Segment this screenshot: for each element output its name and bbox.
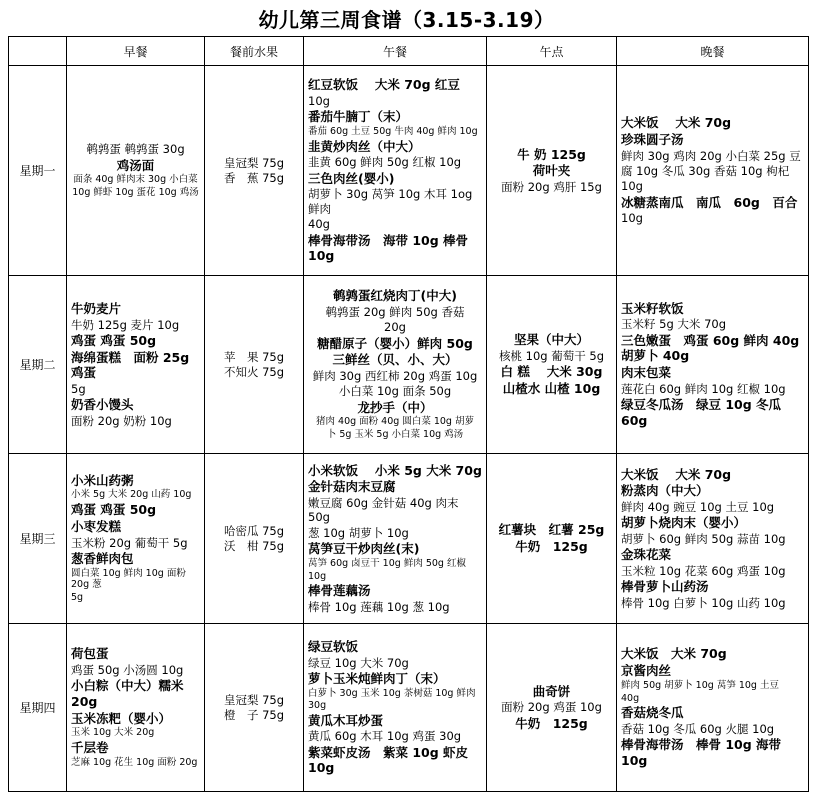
table-row: [9, 66, 809, 276]
dish-name: 番茄牛腩丁（末）: [308, 109, 409, 125]
ingredient-line: 面粉 20g 奶粉 10g: [71, 413, 172, 428]
dish-name: 绿豆软饭: [308, 639, 359, 655]
dish-name: 萝卜玉米炖鲜肉丁（末）: [308, 671, 446, 687]
dish-name: 紫菜虾皮汤 紫菜 10g 虾皮 10g: [308, 744, 469, 776]
dish-name: 玉米籽软饭: [621, 300, 684, 316]
dish-name: 龙抄手（中）: [357, 399, 433, 415]
header-breakfast: 早餐: [67, 37, 205, 66]
snack-cell: [487, 144, 616, 198]
dish-name: 山楂水 山楂 10g: [502, 381, 601, 396]
dish-name: 荷叶夹: [532, 163, 571, 179]
ingredient-line: 鹌鹑蛋 20g 鲜肉 50g 香菇: [325, 304, 465, 319]
fruit-cell: [205, 521, 303, 557]
fruit-cell: [205, 153, 303, 189]
dish-name: 冰糖蒸南瓜 南瓜 60g 百合: [621, 194, 798, 210]
day-label: 星期三: [9, 454, 67, 624]
ingredient-line: 鲜肉 40g 豌豆 10g 土豆 10g: [621, 499, 775, 514]
day-label: 星期一: [9, 66, 67, 276]
dinner-cell: [617, 643, 808, 771]
dinner-cell: [617, 298, 808, 432]
fruit-cell: [205, 690, 303, 726]
dish-name: 小米软饭 小米 5g 大米 70g: [308, 462, 482, 478]
page-title: 幼儿第三周食谱（3.15-3.19）: [258, 8, 555, 32]
ingredient-line: 面条 40g 鲜肉末 30g 小白菜: [73, 174, 198, 186]
dish-name: 粉蒸肉（中大）: [621, 483, 709, 499]
lunch-cell: [304, 636, 486, 779]
ingredient-line: 5g: [71, 592, 84, 604]
ingredient-line: 40g: [308, 217, 330, 232]
ingredient-line: 黄瓜 60g 木耳 10g 鸡蛋 30g: [308, 729, 462, 744]
table-row: [9, 276, 809, 454]
dish-name: 棒骨海带汤 棒骨 10g 海带 10g: [621, 737, 782, 768]
dish-name: 牛奶 125g: [515, 715, 588, 731]
ingredient-line: 牛奶 125g 麦片 10g: [71, 317, 180, 332]
ingredient-line: 绿豆 10g 大米 70g: [308, 655, 409, 670]
ingredient-line: 猪肉 40g 面粉 40g 圆白菜 10g 胡萝: [316, 416, 474, 428]
header-corner: [9, 37, 67, 66]
ingredient-line: 哈密瓜 75g: [223, 523, 285, 538]
dish-name: 肉末包菜: [621, 365, 672, 380]
ingredient-line: 鹌鹑蛋 鹌鹑蛋 30g: [86, 142, 185, 157]
table-row: [9, 624, 809, 792]
lunch-cell: [304, 74, 486, 267]
ingredient-line: 5g: [71, 381, 86, 396]
ingredient-line: 棒骨 10g 莲藕 10g 葱 10g: [308, 600, 450, 614]
dish-name: 三色嫩蛋 鸡蛋 60g 鲜肉 40g 胡萝卜 40g: [621, 332, 800, 364]
ingredient-line: 10g: [621, 211, 643, 226]
breakfast-cell: [67, 470, 204, 607]
header-lunch: 午餐: [304, 37, 487, 66]
header-fruit: 餐前水果: [205, 37, 304, 66]
dish-name: 鸡汤面: [116, 157, 155, 173]
dish-name: 大米饭 大米 70g: [621, 115, 732, 131]
dish-name: 小白粽（中大）糯米 20g: [71, 678, 184, 709]
ingredient-line: 卜 5g 玉米 5g 小白菜 10g 鸡汤: [326, 429, 464, 440]
dish-name: 绿豆冬瓜汤 绿豆 10g 冬瓜 60g: [621, 397, 782, 428]
fruit-cell: [205, 347, 303, 383]
table-row: [9, 454, 809, 624]
dish-name: 金珠花菜: [621, 547, 672, 563]
dish-name: 荷包蛋: [71, 646, 109, 662]
dish-name: 海绵蛋糕 面粉 25g 鸡蛋: [71, 349, 190, 381]
ingredient-line: 胡萝卜 30g 莴笋 10g 木耳 1og 鲜肉: [308, 187, 473, 216]
ingredient-line: 腐 10g 冬瓜 30g 香菇 10g 枸杞: [621, 163, 790, 178]
ingredient-line: 皇冠梨 75g: [223, 155, 285, 170]
dish-name: 韭黄炒肉丝（中大）: [308, 138, 421, 154]
dish-name: 红豆软饭 大米 70g 红豆: [308, 77, 460, 93]
ingredient-line: 莲花白 60g 鲜肉 10g 红椒 10g: [621, 381, 786, 396]
ingredient-line: 鸡蛋 50g 小汤圆 10g: [71, 663, 184, 677]
dinner-cell: [617, 464, 808, 614]
dish-name: 红薯块 红薯 25g: [498, 522, 605, 538]
ingredient-line: 香菇 10g 冬瓜 60g 火腿 10g: [621, 722, 775, 736]
ingredient-line: 葱 10g 胡萝卜 10g: [308, 525, 409, 540]
dish-name: 小米山药粥: [71, 472, 134, 488]
ingredient-line: 鲜肉 30g 鸡肉 20g 小白菜 25g 豆: [621, 148, 801, 163]
snack-cell: [487, 519, 616, 557]
ingredient-line: 不知火 75g: [223, 365, 285, 379]
ingredient-line: 皇冠梨 75g: [223, 692, 285, 707]
dish-name: 白 糕 大米 30g: [500, 364, 603, 380]
dish-name: 香菇烧冬瓜: [621, 705, 684, 721]
dish-name: 莴笋豆干炒肉丝(末): [308, 541, 420, 556]
breakfast-cell: [67, 298, 204, 431]
ingredient-line: 鲜肉 30g 西红柿 20g 鸡蛋 10g: [312, 368, 478, 383]
dish-name: 玉米冻粑（婴小）: [71, 710, 172, 726]
dish-name: 葱香鲜肉包: [71, 550, 134, 566]
dish-name: 糖醋原子（婴小）鲜肉 50g: [317, 335, 473, 351]
ingredient-line: 棒骨 10g 白萝卜 10g 山药 10g: [621, 595, 786, 610]
dish-name: 牛奶麦片: [71, 300, 122, 316]
ingredient-line: 面粉 20g 鸡肝 15g: [501, 179, 602, 194]
day-label: 星期四: [9, 624, 67, 792]
dish-name: 胡萝卜烧肉末（婴小）: [621, 515, 747, 531]
ingredient-line: 玉米 10g 大米 20g: [71, 727, 155, 739]
header-dinner: 晚餐: [617, 37, 809, 66]
dish-name: 大米饭 大米 70g: [621, 466, 732, 482]
ingredient-line: 韭黄 60g 鲜肉 50g 红椒 10g: [308, 155, 462, 170]
ingredient-line: 香 蕉 75g: [223, 171, 285, 185]
ingredient-line: 20g: [384, 320, 406, 335]
ingredient-line: 10g 鲜虾 10g 蛋花 10g 鸡汤: [72, 187, 199, 198]
dinner-cell: [617, 112, 808, 228]
snack-cell: [487, 681, 616, 735]
header-row: [9, 37, 809, 66]
ingredient-line: 圆白菜 10g 鲜肉 10g 面粉 20g 葱: [71, 567, 186, 591]
dish-name: 小枣发糕: [71, 518, 122, 534]
ingredient-line: 面粉 20g 鸡蛋 10g: [501, 700, 602, 715]
lunch-cell: [304, 285, 486, 444]
dish-name: 棒骨萝卜山药汤: [621, 579, 709, 595]
ingredient-line: 小米 5g 大米 20g 山药 10g: [71, 489, 192, 501]
dish-name: 三鲜丝（贝、小、大）: [332, 352, 458, 368]
dish-name: 大米饭 大米 70g: [621, 646, 727, 662]
dish-name: 千层卷: [71, 740, 109, 756]
ingredient-line: 橙 子 75g: [223, 708, 285, 722]
ingredient-line: 番茄 60g 土豆 50g 牛肉 40g 鲜肉 10g: [308, 125, 478, 137]
dish-name: 三色肉丝(婴小): [308, 170, 395, 186]
header-snack: 午点: [487, 37, 617, 66]
ingredient-line: 胡萝卜 60g 鲜肉 50g 蒜苗 10g: [621, 531, 786, 546]
ingredient-line: 40g: [621, 692, 640, 704]
dish-name: 坚果（中大）: [513, 332, 589, 348]
day-label: 星期二: [9, 276, 67, 454]
dish-name: 京酱肉丝: [621, 663, 672, 678]
dish-name: 棒骨莲藕汤: [308, 583, 371, 599]
dish-name: 鸡蛋 鸡蛋 50g: [71, 502, 157, 518]
ingredient-line: 玉米粒 10g 花菜 60g 鸡蛋 10g: [621, 563, 786, 578]
dish-name: 鸡蛋 鸡蛋 50g: [71, 332, 157, 348]
ingredient-line: 玉米籽 5g 大米 70g: [621, 317, 727, 332]
snack-cell: [487, 329, 616, 399]
ingredient-line: 芝麻 10g 花生 10g 面粉 20g: [71, 756, 198, 768]
dish-name: 黄瓜木耳炒蛋: [308, 712, 384, 728]
ingredient-line: 苹 果 75g: [223, 349, 285, 364]
breakfast-cell: [67, 139, 204, 202]
dish-name: 珍珠圆子汤: [621, 131, 684, 147]
ingredient-line: 嫩豆腐 60g 金针菇 40g 肉末 50g: [308, 495, 459, 525]
ingredient-line: 沃 柑 75g: [223, 539, 285, 553]
ingredient-line: 小白菜 10g 面条 50g: [338, 384, 452, 399]
ingredient-line: 10g: [308, 93, 330, 108]
ingredient-line: 白萝卜 30g 玉米 10g 茶树菇 10g 鲜肉 30g: [308, 687, 476, 711]
dish-name: 牛奶 125g: [515, 539, 588, 554]
menu-table: [8, 36, 809, 792]
dish-name: 棒骨海带汤 海带 10g 棒骨 10g: [308, 232, 469, 264]
ingredient-line: 玉米粉 20g 葡萄干 5g: [71, 535, 188, 550]
ingredient-line: 莴笋 60g 卤豆干 10g 鲜肉 50g 红椒: [308, 557, 466, 569]
dish-name: 奶香小馒头: [71, 397, 134, 413]
dish-name: 鹌鹑蛋红烧肉丁(中大): [333, 288, 457, 304]
ingredient-line: 核桃 10g 葡萄干 5g: [498, 349, 604, 363]
dish-name: 牛 奶 125g: [517, 146, 586, 162]
ingredient-line: 鲜肉 50g 胡萝卜 10g 莴笋 10g 土豆: [621, 679, 779, 691]
breakfast-cell: [67, 643, 204, 771]
ingredient-line: 10g: [621, 179, 643, 194]
lunch-cell: [304, 460, 486, 618]
dish-name: 金针菇肉末豆腐: [308, 479, 396, 495]
dish-name: 曲奇饼: [532, 683, 571, 699]
ingredient-line: 10g: [308, 570, 327, 582]
